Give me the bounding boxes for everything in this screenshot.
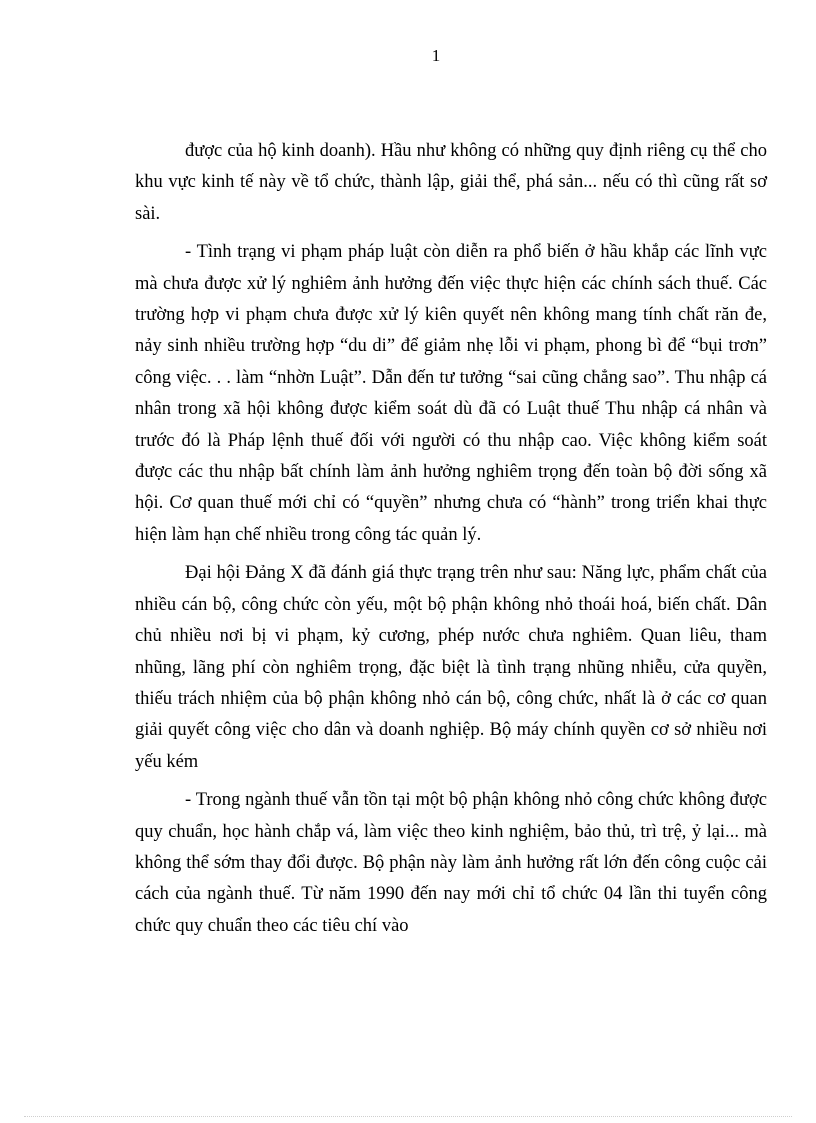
page-number: 1 — [431, 46, 441, 65]
document-body — [135, 136, 767, 949]
paragraph-tax-staff: - Trong ngành thuế vẫn tồn tại một bộ phận không nhỏ công chức không được quy chuẩn, học hành chắp vá, làm việc theo kinh nghiệm, bảo thủ, trì trệ, ỷ lại... mà không thể sớm thay đổi được. Bộ phận này làm ảnh hưởng rất lớn đến công cuộc cải cách của ngành thuế. Từ năm 1990 đến nay mới chỉ tổ chức 04 lần thi tuyển công chức quy chuẩn theo các tiêu chí vào — [135, 790, 767, 936]
paragraph-continuation: được của hộ kinh doanh). Hầu như không có những quy định riêng cụ thể cho khu vực kinh tế này về tổ chức, thành lập, giải thể, phá sản... nếu có thì cũng rất sơ sài. — [135, 141, 767, 224]
page-bottom-divider — [24, 1116, 792, 1117]
paragraph-law-violations: - Tình trạng vi phạm pháp luật còn diễn ra phổ biến ở hầu khắp các lĩnh vực mà chưa được xử lý nghiêm ảnh hưởng đến việc thực hiện các chính sách thuế. Các trường hợp vi phạm chưa được xử lý kiên quyết nên không mang tính chất răn đe, nảy sinh nhiều trường hợp “du di” để giảm nhẹ lỗi vi phạm, phong bì để “bụi trơn” công việc. . . làm “nhờn Luật”. Dẫn đến tư tưởng “sai cũng chẳng sao”. Thu nhập cá nhân trong xã hội không được kiểm soát dù đã có Luật thuế Thu nhập cá nhân và trước đó là Pháp lệnh thuế đối với người có thu nhập cao. Việc không kiểm soát được các thu nhập bất chính làm ảnh hưởng nghiêm trọng đến toàn bộ đời sống xã hội. Cơ quan thuế mới chỉ có “quyền” nhưng chưa có “hành” trong triển khai thực hiện làm hạn chế nhiều trong công tác quản lý. — [135, 242, 767, 545]
paragraph-party-congress: Đại hội Đảng X đã đánh giá thực trạng trên như sau: Năng lực, phẩm chất của nhiều cán bộ, công chức còn yếu, một bộ phận không nhỏ thoái hoá, biến chất. Dân chủ nhiều nơi bị vi phạm, kỷ cương, phép nước chưa nghiêm. Quan liêu, tham nhũng, lãng phí còn nghiêm trọng, đặc biệt là tình trạng nhũng nhiễu, cửa quyền, thiếu trách nhiệm của bộ phận không nhỏ cán bộ, công chức, nhất là ở các cơ quan giải quyết công việc cho dân và doanh nghiệp. Bộ máy chính quyền cơ sở nhiều nơi yếu kém — [135, 563, 767, 772]
